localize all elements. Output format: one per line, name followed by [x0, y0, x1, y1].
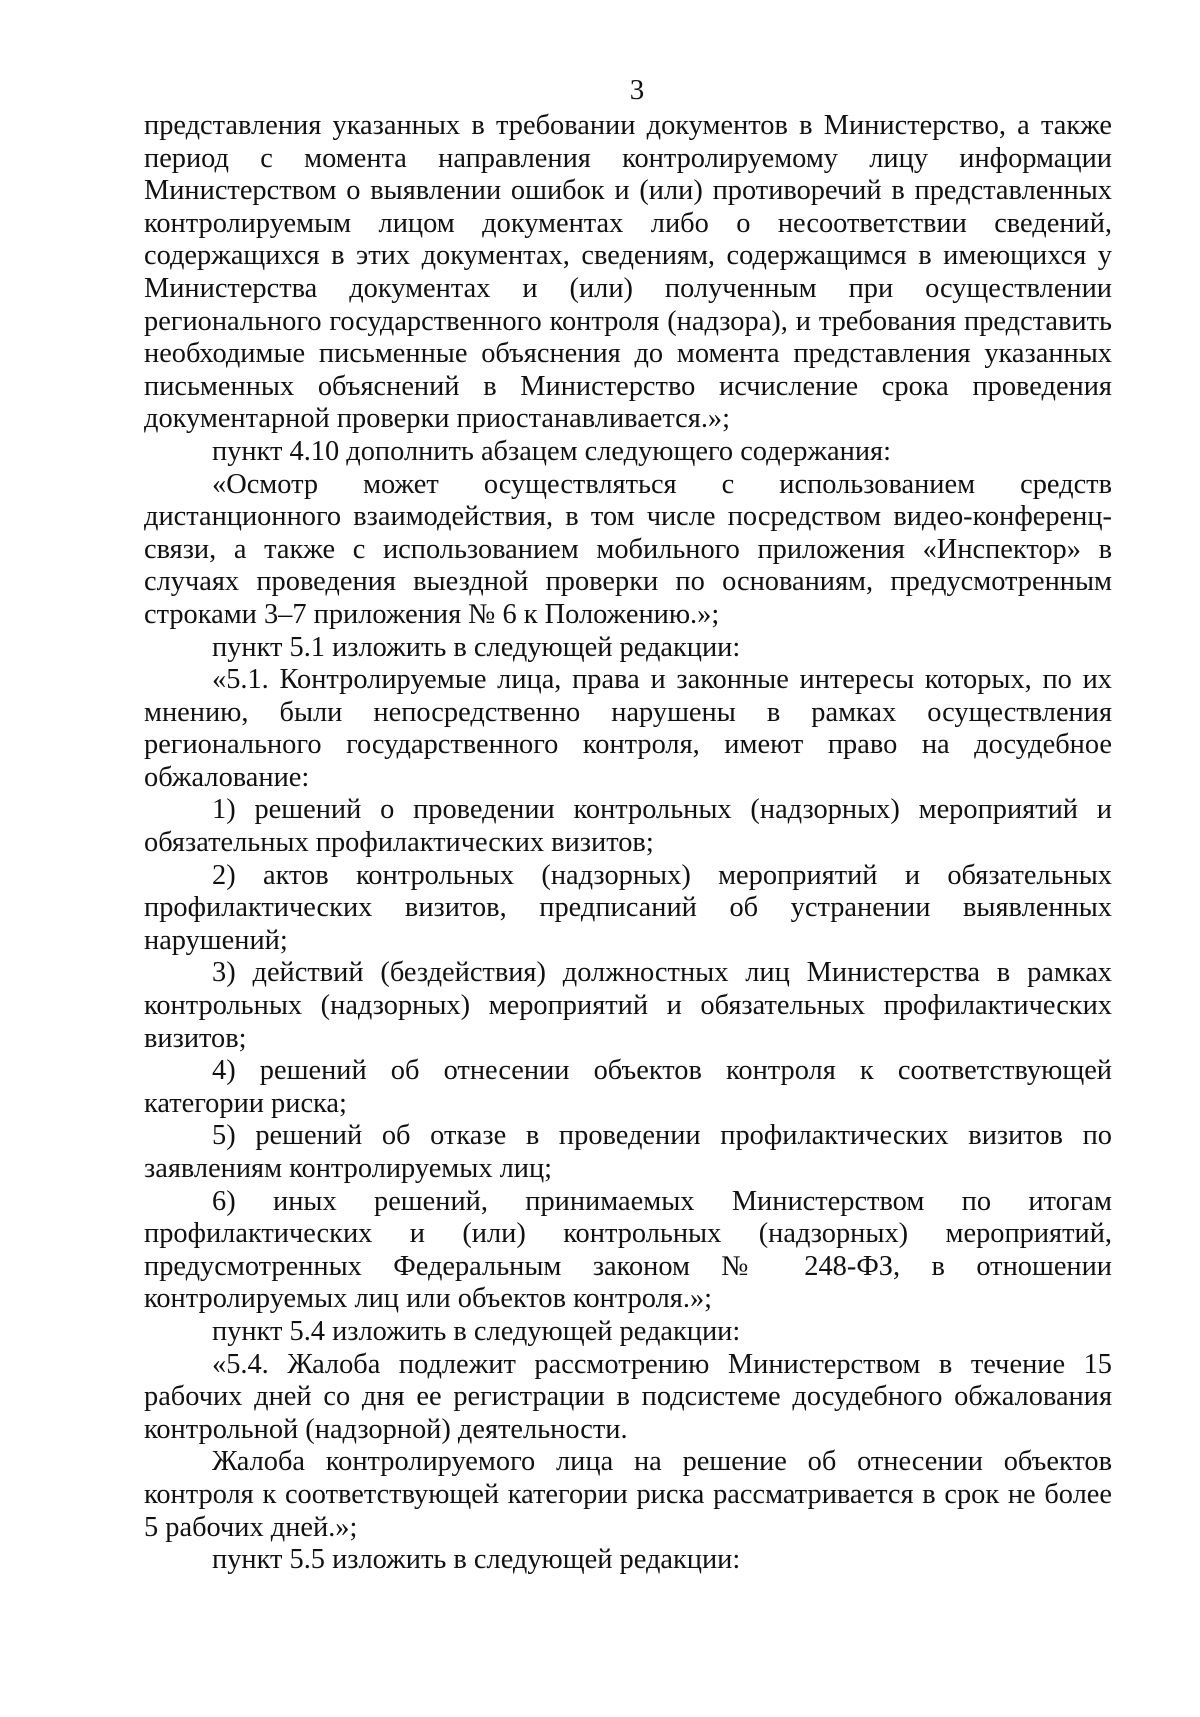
list-item-3: 3) действий (бездействия) должностных лиц Министерства в рамках контрольных (надзорных) мероприятий и обязательных профилактических визитов; [144, 957, 1112, 1054]
list-item-2: 2) актов контрольных (надзорных) мероприятий и обязательных профилактических визитов, предписаний об устранении выявленных нарушений; [144, 859, 1112, 956]
paragraph-5-4-text: «5.4. Жалоба подлежит рассмотрению Министерством в течение 15 рабочих дней со дня ее регистрации в подсистеме досудебного обжалования контрольной (надзорной) деятельности. [144, 1348, 1112, 1445]
list-item-4: 4) решений об отнесении объектов контроля к соответствующей категории риска; [144, 1055, 1112, 1119]
paragraph-amend-5-4: пункт 5.4 изложить в следующей редакции: [212, 1315, 741, 1347]
document-page [144, 70, 1112, 1577]
list-item-6: 6) иных решений, принимаемых Министерством по итогам профилактических и (или) контрольных (надзорных) мероприятий, предусмотренных Федеральным законом № 248-ФЗ, в отношении контролируемых лиц или объектов контроля.»; [144, 1185, 1112, 1315]
list-item-5: 5) решений об отказе в проведении профилактических визитов по заявлениям контролируемых лиц; [144, 1120, 1112, 1184]
paragraph-amend-5-5: пункт 5.5 изложить в следующей редакции: [212, 1544, 741, 1576]
paragraph-continuation: представления указанных в требовании документов в Министерство, а также период с момента направления контролируемому лицу информации Министерством о выявлении ошибок и (или) противоречий в представленных контролируемым лицом документах либо о несоответствии сведений, содержащихся в этих документах, сведениям, содержащимся в имеющихся у Министерства документах и (или) полученным при осуществлении регионального государственного контроля (надзора), и требования представить необходимые письменные объяснения до момента представления указанных письменных объяснений в Министерство исчисление срока проведения документарной проверки приостанавливается.»; [144, 110, 1112, 435]
paragraph-amend-5-1: пункт 5.1 изложить в следующей редакции: [212, 631, 741, 663]
paragraph-amend-4-10: пункт 4.10 дополнить абзацем следующего содержания: [212, 435, 891, 467]
paragraph-inspection-text: «Осмотр может осуществляться с использованием средств дистанционного взаимодействия, в том числе посредством видео-конференц-связи, а также с использованием мобильного приложения «Инспектор» в случаях проведения выездной проверки по основаниям, предусмотренным строками 3–7 приложения № 6 к Положению.»; [144, 468, 1112, 630]
list-item-1: 1) решений о проведении контрольных (надзорных) мероприятий и обязательных профилактических визитов; [144, 794, 1112, 859]
paragraph-5-1-text: «5.1. Контролируемые лица, права и законные интересы которых, по их мнению, были непосредственно нарушены в рамках осуществления регионального государственного контроля, имеют право на досудебное обжалование: [144, 664, 1112, 793]
page-number: 3 [629, 74, 645, 106]
paragraph-complaint-term: Жалоба контролируемого лица на решение об отнесении объектов контроля к соответствующей категории риска рассматривается в срок не более 5 рабочих дней.»; [144, 1446, 1112, 1543]
